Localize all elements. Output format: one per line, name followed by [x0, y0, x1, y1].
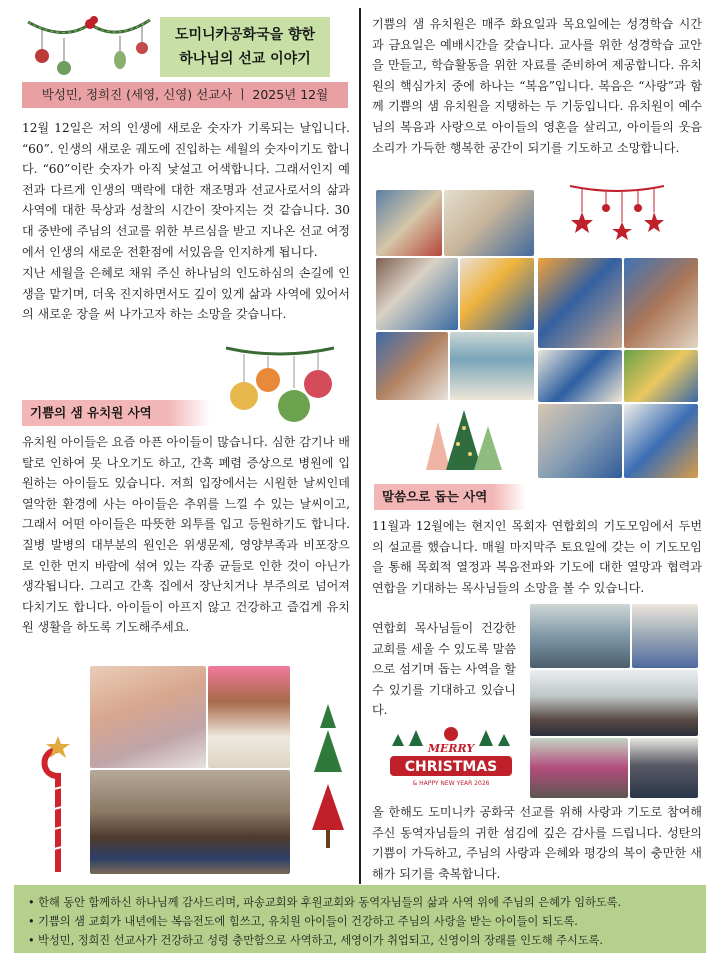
- photo-pastors-group: [530, 670, 698, 736]
- title-line-1: 도미니카공화국을 향한: [174, 27, 316, 43]
- prayer-request-item: • 한해 동안 함께하신 하나님께 감사드리며, 파송교회와 후원교회와 동역자님들의 삶과 사역 위에 주님의 은혜가 임하도록.: [28, 893, 694, 912]
- newsletter-title: [160, 17, 330, 77]
- word-ministry-paragraph-2: 연합회 목사님들이 건강한 교회를 세울 수 있도록 말씀으로 섬기며 돕는 사역을 할 수 있기를 기대하고 있습니다.: [372, 621, 516, 718]
- photo-child-injury-care: [90, 770, 290, 874]
- candy-cane-icon: [30, 736, 86, 876]
- photo-pastors-meeting-1: [530, 604, 630, 668]
- badge-new-year-text: & HAPPY NEW YEAR 2026: [412, 780, 490, 787]
- photo-kindergarten-3: [376, 258, 458, 330]
- merry-christmas-badge: [386, 720, 516, 788]
- photo-kindergarten-10: [624, 350, 698, 402]
- photo-pastors-meeting-2: [632, 604, 698, 668]
- ornament-balls-icon: [222, 344, 338, 426]
- column-divider: [359, 8, 361, 884]
- photo-kindergarten-12: [624, 404, 698, 478]
- right-kindergarten-paragraph: 기쁨의 샘 유치원은 매주 화요일과 목요일에는 성경학습 시간과 금요일은 예배시간을 갖습니다. 교사를 위한 성경학습 교안을 만들고, 학습활동을 위한 자료를 준비하여 제공합니다. 유치원의 핵심가치 중에 하나는 “복음”입니다. 복음은 “사랑”과 함께 기쁨의 샘 유치원을 지탱하는 두 기둥입니다. 유치원이 예수님의 복음과 사랑으로 아이들의 영혼을 살리고, 아이들의 웃음소리가 가득한 행복한 공간이 되기를 기도하고 소망합니다.: [372, 17, 702, 155]
- photo-kindergarten-9: [538, 350, 622, 402]
- photo-kindergarten-6: [450, 332, 534, 400]
- hanging-stars-icon: [568, 182, 666, 246]
- prayer-request-item: • 기쁨의 샘 교회가 내년에는 복음전도에 힘쓰고, 유치원 아이들이 건강하고 주님의 사랑을 받는 아이들이 되도록.: [28, 912, 694, 931]
- prayer-requests: [14, 885, 706, 953]
- photo-kindergarten-5: [376, 332, 448, 400]
- intro-paragraph-1: 12월 12일은 저의 인생에 새로운 숫자가 기록되는 날입니다. “60”. 인생의 새로운 궤도에 진입하는 세월의 숫자이기도 합니다. “60”이란 숫자가 아직 낯설고 어색합니다. 그래서인지 예전과 다르게 인생의 맥락에 대한 재조명과 선교사로서의 삶과 사역에 대한 묵상과 성찰의 시간이 잦아지는 것 같습니다. 30대 중반에 주님의 선교를 위한 부르심을 받고 지나온 선교 여정에서 인생의 새로운 전환점에 서있음을 인지하게 됩니다.: [22, 121, 350, 259]
- photo-kindergarten-7: [538, 258, 622, 348]
- photo-kindergarten-1: [376, 190, 442, 256]
- badge-christmas-text: CHRISTMAS: [404, 759, 498, 775]
- closing-paragraph: 올 한해도 도미니카 공화국 선교를 위해 사랑과 기도로 참여해 주신 동역자님들의 귀한 섬김에 깊은 감사를 드립니다. 성탄의 기쁨이 가득하고, 주님의 사랑과 은혜와 평강의 복이 충만한 새해가 되기를 축복합니다.: [372, 805, 702, 881]
- photo-child-drawing: [208, 666, 290, 768]
- christmas-garland-icon: [24, 8, 154, 82]
- photo-kindergarten-4: [460, 258, 534, 330]
- christmas-tree-icon: [306, 700, 350, 870]
- photo-preaching-2: [630, 738, 698, 798]
- photo-kindergarten-11: [538, 404, 622, 478]
- byline: 박성민, 정희진 (세영, 신영) 선교사 ㅣ 2025년 12월: [22, 82, 348, 108]
- photo-preaching-1: [530, 738, 628, 798]
- prayer-request-item: • 박성민, 정희진 선교사가 건강하고 성령 충만함으로 사역하고, 세영이가 취업되고, 신영이의 장래를 인도해 주시도록.: [28, 931, 694, 950]
- christmas-trees-icon: [424, 408, 504, 474]
- badge-merry-text: MERRY: [427, 742, 475, 755]
- photo-kindergarten-2: [444, 190, 534, 256]
- word-ministry-paragraph-1: 11월과 12월에는 현지인 목회자 연합회의 기도모임에서 두번의 설교를 했습니다. 매월 마지막주 토요일에 갖는 이 기도모임을 통해 목회적 열정과 복음전파와 기도에 대한 열망과 협력과 연합을 기대하는 목사님들의 소망을 볼 수 있습니다.: [372, 519, 702, 595]
- intro-paragraph-2: 지난 세월을 은혜로 채워 주신 하나님의 인도하심의 손길에 인생을 맡기며, 더욱 진지하면서도 깊이 있게 삶과 사역에 있어서의 새로운 장을 써 나가고자 하는 소망을 갖습니다.: [22, 266, 350, 322]
- photo-kindergarten-8: [624, 258, 698, 348]
- photo-sick-child: [90, 666, 206, 768]
- title-line-2: 하나님의 선교 이야기: [179, 51, 311, 67]
- section-heading-word-ministry: 말씀으로 돕는 사역: [374, 484, 526, 510]
- section-heading-kindergarten: 기쁨의 샘 유치원 사역: [22, 400, 210, 426]
- kindergarten-paragraph: 유치원 아이들은 요즘 아픈 아이들이 많습니다. 심한 감기나 배탈로 인하여 못 나오기도 하고, 간혹 폐렴 증상으로 병원에 입원하는 아이들도 있습니다. 저희 입장에서는 시원한 날씨인데 열악한 환경에 사는 아이들은 추위를 느낄 수 있는 날씨이고, 그래서 어떤 아이들은 따뜻한 외투를 입고 등원하기도 합니다. 질병 발병의 대부분의 원인은 위생문제, 영양부족과 비포장으로 인한 먼지 바람에 섞여 있는 각종 균들로 인한 것이 아닌가 생각됩니다. 그리고 간혹 집에서 장난치거나 부주의로 넘어져 다치기도 합니다. 아이들이 아프지 않고 건강하고 즐겁게 유치원 생활을 하도록 기도해주세요.: [22, 435, 350, 635]
